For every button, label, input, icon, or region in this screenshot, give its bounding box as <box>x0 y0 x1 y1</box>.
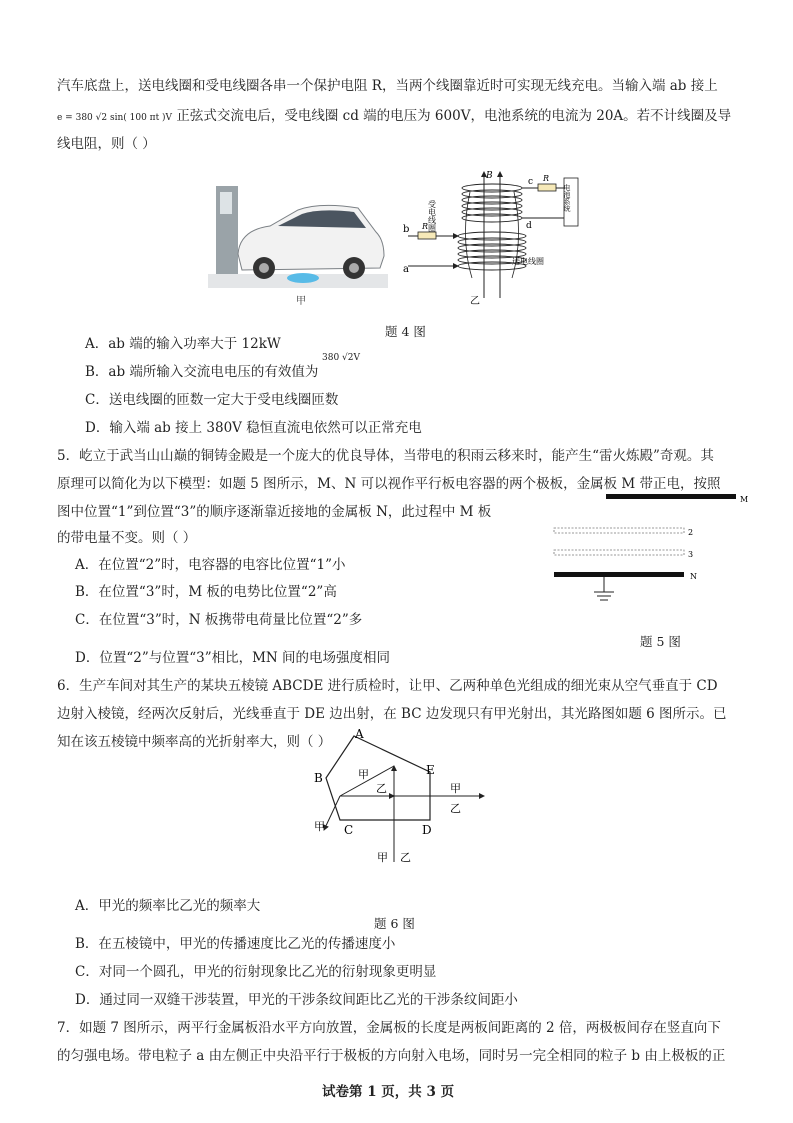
fig6-B-label: B <box>314 771 323 785</box>
fig4-receive-label: 受电线圈 <box>427 200 437 232</box>
fig4-b-label: b <box>403 224 410 235</box>
fig6-yi-out: 乙 <box>450 802 461 815</box>
q4-option-a: A．ab 端的输入功率大于 12kW <box>85 336 281 352</box>
fig4-c-label: c <box>528 177 534 187</box>
wireless-pad <box>287 273 319 283</box>
q6-option-d: D．通过同一双缝干涉装置，甲光的干涉条纹间距比乙光的干涉条纹间距小 <box>75 992 518 1008</box>
ground-symbol <box>594 577 614 600</box>
q5-option-c: C．在位置“3”时，N 板携带电荷量比位置“2”多 <box>75 612 363 628</box>
fig4-B-label: B <box>486 171 493 181</box>
page-footer: 试卷第 1 页，共 3 页 <box>322 1084 455 1100</box>
fig4-label-jia: 甲 <box>296 296 306 307</box>
fig6-C-label: C <box>344 823 354 837</box>
q4-figure-coils <box>400 168 590 316</box>
q5-line-4: 的带电量不变。则（ ） <box>57 530 197 546</box>
q7-line-2: 的匀强电场。带电粒子 a 由左侧正中央沿平行于极板的方向射入电场，同时另一完全相同的粒子 b 由上极板的正 <box>57 1048 726 1064</box>
q7-line-1: 7．如题 7 图所示，两平行金属板沿水平方向放置，金属板的长度是两板间距离的 2 倍，两极板间存在竖直向下 <box>57 1020 721 1036</box>
q5-option-d: D．位置“2”与位置“3”相比，MN 间的电场强度相同 <box>75 650 391 666</box>
q6-option-b: B．在五棱镜中，甲光的传播速度比乙光的传播速度小 <box>75 936 396 952</box>
q5-figure <box>552 486 752 614</box>
fig6-A-label: A <box>355 727 364 741</box>
fig6-D-label: D <box>422 823 432 837</box>
q4-option-b: B．ab 端所输入交流电电压的有效值为 <box>85 364 319 380</box>
q4-figure-car <box>208 176 388 316</box>
q4-line-2-text: 正弦式交流电后，受电线圈 cd 端的电压为 600V，电池系统的电流为 20A。若不计线圈及导 <box>176 108 732 124</box>
fig4-R-bottom-label: R <box>422 222 429 231</box>
q6-line-3: 知在该五棱镜中频率高的光折射率大，则（ ） <box>57 734 332 750</box>
q4-formula: e = 380 √2 sin( 100 πt )V <box>57 113 173 123</box>
pentaprism <box>326 736 430 820</box>
q4-option-b-value: 380 √2V <box>322 353 360 363</box>
q5-option-a: A．在位置“2”时，电容器的电容比位置“1”小 <box>75 557 346 573</box>
fig6-E-label: E <box>426 763 435 777</box>
fig6-jia-bc: 甲 <box>314 820 325 833</box>
fig6-jia-out: 甲 <box>450 782 461 795</box>
fig4-a-label: a <box>403 264 409 275</box>
q6-line-2: 边射入棱镜，经两次反射后，光线垂直于 DE 边出射，在 BC 边发现只有甲光射出，其光路图如题 6 图所示。已 <box>57 706 727 722</box>
fig4-battery-label: 电池系统 <box>563 184 571 212</box>
q4-option-d: D．输入端 ab 接上 380V 稳恒直流电依然可以正常充电 <box>85 420 422 436</box>
plate-N <box>554 572 684 577</box>
q4-line-3: 线电阻，则（ ） <box>57 136 156 152</box>
fig5-3-label: 3 <box>688 550 694 559</box>
fig4-send-label: 送电线圈 <box>512 257 544 266</box>
fig6-jia-in: 甲 <box>377 851 388 864</box>
position-3 <box>554 550 684 555</box>
fig6-yi-inside: 乙 <box>376 782 387 795</box>
q5-line-1: 5．屹立于武当山山巅的铜铸金殿是一个庞大的优良导体，当带电的积雨云移来时，能产生“雷火炼殿”奇观。其 <box>57 448 714 464</box>
q4-line-2 <box>57 106 731 128</box>
q4-option-c: C．送电线圈的匝数一定大于受电线圈匝数 <box>85 392 339 408</box>
fig6-yi-in: 乙 <box>400 851 411 864</box>
receive-coil <box>462 184 522 222</box>
q6-option-c: C．对同一个圆孔，甲光的衍射现象比乙光的衍射现象更明显 <box>75 964 437 980</box>
position-2 <box>554 528 684 533</box>
plate-M <box>606 494 736 499</box>
q5-line-2: 原理可以简化为以下模型：如题 5 图所示，M、N 可以视作平行板电容器的两个极板，金属板 M 带正电，按照 <box>57 476 721 492</box>
q6-figure <box>306 726 496 868</box>
q5-option-b: B．在位置“3”时，M 板的电势比位置“2”高 <box>75 584 337 600</box>
q4-line-1: 汽车底盘上，送电线圈和受电线圈各串一个保护电阻 R，当两个线圈靠近时可实现无线充电。当输入端 ab 接上 <box>57 78 718 94</box>
q5-figure-caption: 题 5 图 <box>640 634 681 649</box>
q6-figure-caption: 题 6 图 <box>374 916 415 931</box>
fig6-jia-inside: 甲 <box>358 768 369 781</box>
fig5-M-label: M <box>740 495 749 504</box>
fig4-d-label: d <box>526 221 532 231</box>
q6-option-a: A．甲光的频率比乙光的频率大 <box>75 898 261 914</box>
fig4-R-top-label: R <box>543 174 550 183</box>
q4-figure-caption: 题 4 图 <box>385 324 426 339</box>
q6-line-1: 6．生产车间对其生产的某块五棱镜 ABCDE 进行质检时，让甲、乙两种单色光组成的细光束从空气垂直于 CD <box>57 678 718 694</box>
fig4-label-yi: 乙 <box>470 296 480 307</box>
fig5-2-label: 2 <box>688 528 694 537</box>
q5-line-3: 图中位置“1”到位置“3”的顺序逐渐靠近接地的金属板 N，此过程中 M 板 <box>57 504 492 520</box>
fig5-N-label: N <box>690 572 697 581</box>
